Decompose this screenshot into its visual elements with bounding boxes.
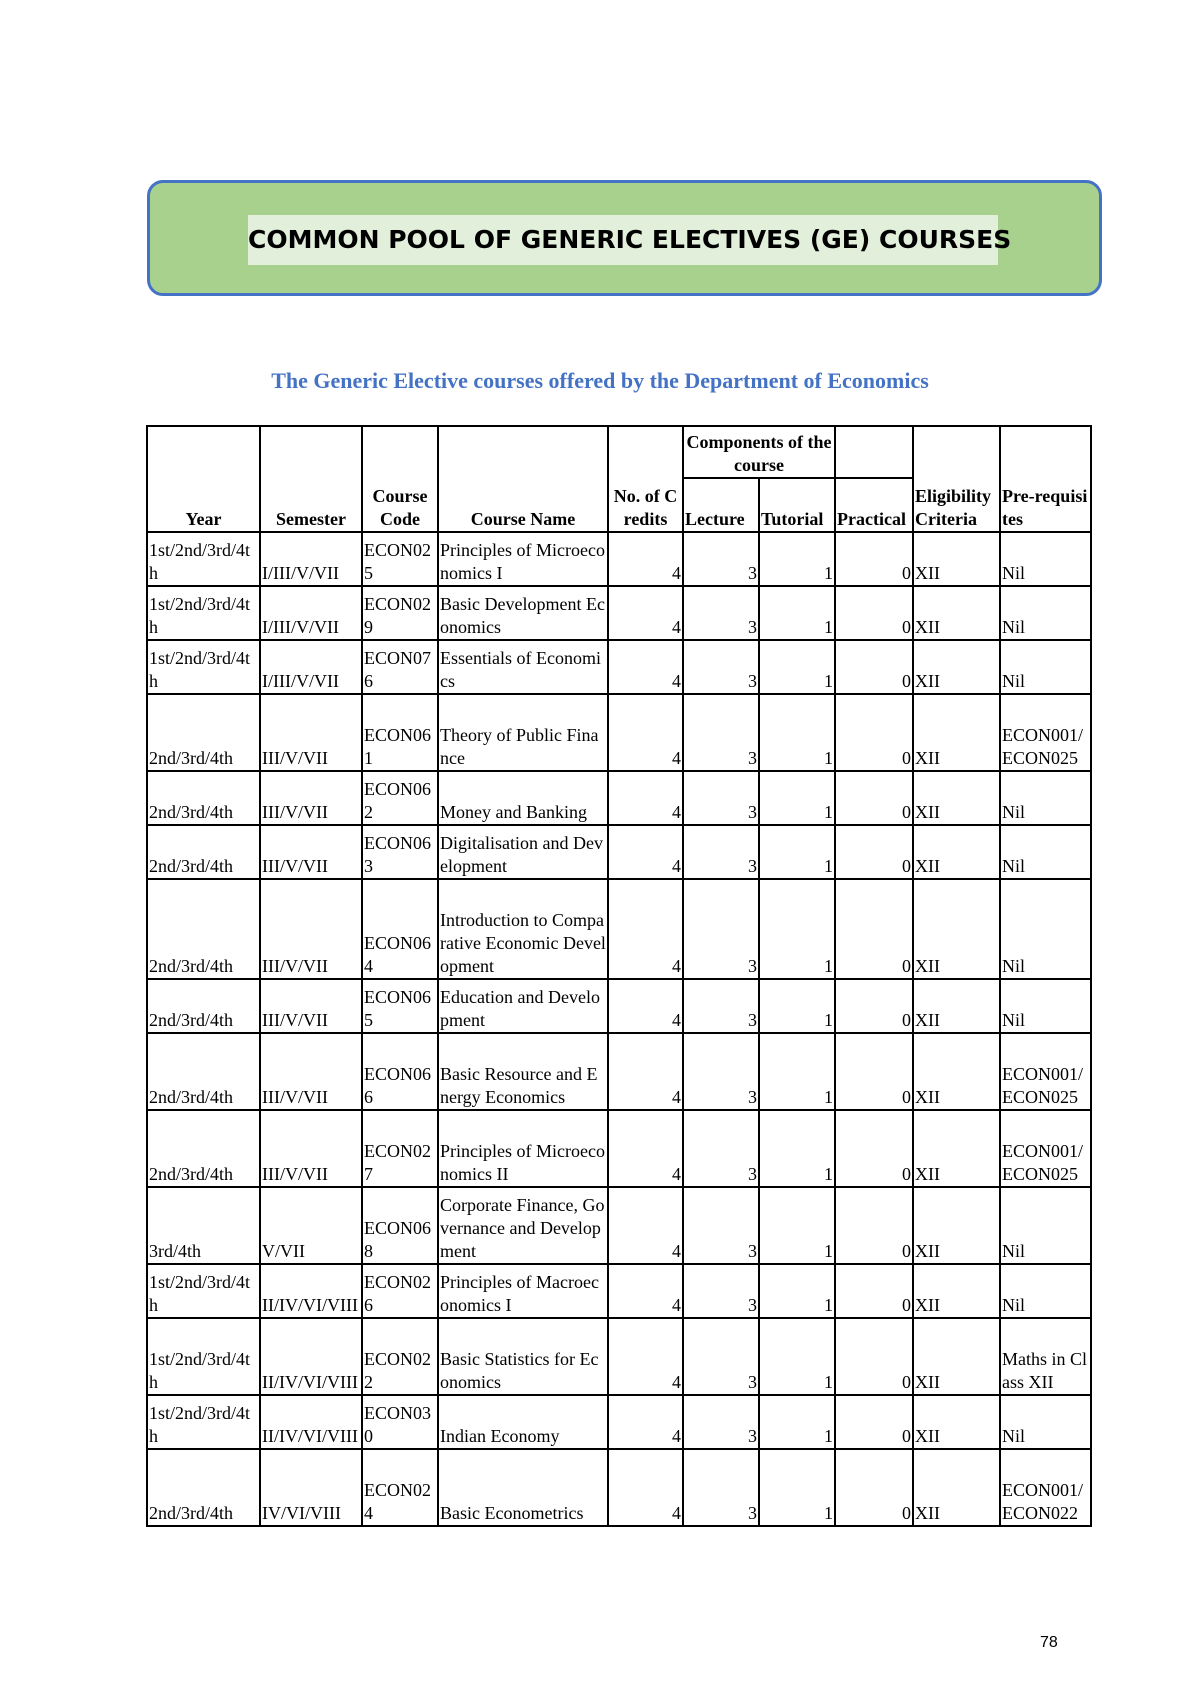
cell-tutorial: 1 (759, 532, 835, 586)
cell-eligibility: XII (913, 1033, 1000, 1110)
cell-prerequisites: Nil (1000, 1264, 1091, 1318)
cell-semester: III/V/VII (260, 1110, 362, 1187)
cell-year: 1st/2nd/3rd/4th (147, 532, 260, 586)
cell-course-code: ECON064 (362, 879, 438, 979)
cell-practical: 0 (835, 1318, 913, 1395)
cell-tutorial: 1 (759, 979, 835, 1033)
cell-tutorial: 1 (759, 586, 835, 640)
cell-course-code: ECON024 (362, 1449, 438, 1526)
cell-tutorial: 1 (759, 1110, 835, 1187)
course-rows (147, 532, 1091, 1526)
cell-eligibility: XII (913, 879, 1000, 979)
header-course-name: Course Name (438, 426, 608, 532)
cell-prerequisites: Nil (1000, 640, 1091, 694)
cell-course-name: Introduction to Comparative Economic Development (438, 879, 608, 979)
header-lecture: Lecture (683, 478, 759, 532)
cell-course-code: ECON066 (362, 1033, 438, 1110)
cell-eligibility: XII (913, 1318, 1000, 1395)
cell-course-name: Principles of Microeconomics II (438, 1110, 608, 1187)
cell-prerequisites: Nil (1000, 532, 1091, 586)
title-banner (147, 180, 1102, 296)
cell-prerequisites: Nil (1000, 1395, 1091, 1449)
cell-practical: 0 (835, 1449, 913, 1526)
cell-lecture: 3 (683, 1318, 759, 1395)
cell-eligibility: XII (913, 1449, 1000, 1526)
cell-course-code: ECON063 (362, 825, 438, 879)
cell-tutorial: 1 (759, 1264, 835, 1318)
cell-course-code: ECON022 (362, 1318, 438, 1395)
cell-tutorial: 1 (759, 771, 835, 825)
cell-lecture: 3 (683, 771, 759, 825)
cell-credits: 4 (608, 640, 683, 694)
table-row (147, 694, 1091, 771)
cell-tutorial: 1 (759, 1318, 835, 1395)
cell-course-name: Corporate Finance, Governance and Development (438, 1187, 608, 1264)
cell-eligibility: XII (913, 532, 1000, 586)
cell-course-code: ECON065 (362, 979, 438, 1033)
cell-course-name: Basic Development Economics (438, 586, 608, 640)
table-row (147, 1449, 1091, 1526)
cell-prerequisites: Maths in Class XII (1000, 1318, 1091, 1395)
header-practical: Practical (835, 478, 913, 532)
cell-tutorial: 1 (759, 1449, 835, 1526)
cell-credits: 4 (608, 586, 683, 640)
table-row (147, 1187, 1091, 1264)
cell-eligibility: XII (913, 825, 1000, 879)
header-components: Components of the course (683, 426, 835, 478)
cell-course-code: ECON068 (362, 1187, 438, 1264)
cell-prerequisites: ECON001/ECON022 (1000, 1449, 1091, 1526)
cell-semester: I/III/V/VII (260, 640, 362, 694)
table-row (147, 771, 1091, 825)
cell-year: 2nd/3rd/4th (147, 1449, 260, 1526)
cell-prerequisites: Nil (1000, 771, 1091, 825)
table-row (147, 640, 1091, 694)
cell-course-name: Education and Development (438, 979, 608, 1033)
cell-practical: 0 (835, 1033, 913, 1110)
cell-credits: 4 (608, 771, 683, 825)
cell-lecture: 3 (683, 1110, 759, 1187)
cell-tutorial: 1 (759, 825, 835, 879)
cell-credits: 4 (608, 1110, 683, 1187)
cell-course-name: Basic Resource and Energy Economics (438, 1033, 608, 1110)
cell-prerequisites: ECON001/ECON025 (1000, 694, 1091, 771)
cell-credits: 4 (608, 1449, 683, 1526)
table-row (147, 1395, 1091, 1449)
cell-credits: 4 (608, 1264, 683, 1318)
cell-course-name: Principles of Macroeconomics I (438, 1264, 608, 1318)
cell-eligibility: XII (913, 1264, 1000, 1318)
cell-practical: 0 (835, 1395, 913, 1449)
cell-semester: II/IV/VI/VIII (260, 1264, 362, 1318)
header-course-code: Course Code (362, 426, 438, 532)
page-title: COMMON POOL OF GENERIC ELECTIVES (GE) COURSES (248, 215, 998, 265)
cell-practical: 0 (835, 1110, 913, 1187)
cell-year: 1st/2nd/3rd/4th (147, 1264, 260, 1318)
cell-prerequisites: ECON001/ECON025 (1000, 1110, 1091, 1187)
cell-course-name: Digitalisation and Development (438, 825, 608, 879)
cell-lecture: 3 (683, 1264, 759, 1318)
cell-lecture: 3 (683, 1033, 759, 1110)
cell-tutorial: 1 (759, 640, 835, 694)
cell-practical: 0 (835, 532, 913, 586)
cell-lecture: 3 (683, 532, 759, 586)
cell-course-name: Basic Econometrics (438, 1449, 608, 1526)
table-row (147, 979, 1091, 1033)
cell-tutorial: 1 (759, 1033, 835, 1110)
cell-year: 1st/2nd/3rd/4th (147, 586, 260, 640)
header-credits: No. of Credits (608, 426, 683, 532)
cell-eligibility: XII (913, 640, 1000, 694)
cell-lecture: 3 (683, 879, 759, 979)
cell-lecture: 3 (683, 979, 759, 1033)
cell-practical: 0 (835, 586, 913, 640)
cell-practical: 0 (835, 694, 913, 771)
cell-course-name: Principles of Microeconomics I (438, 532, 608, 586)
header-year: Year (147, 426, 260, 532)
cell-year: 2nd/3rd/4th (147, 879, 260, 979)
cell-credits: 4 (608, 1033, 683, 1110)
cell-eligibility: XII (913, 979, 1000, 1033)
table-row (147, 532, 1091, 586)
cell-year: 2nd/3rd/4th (147, 1033, 260, 1110)
table-row (147, 586, 1091, 640)
cell-credits: 4 (608, 694, 683, 771)
cell-prerequisites: ECON001/ECON025 (1000, 1033, 1091, 1110)
cell-course-code: ECON029 (362, 586, 438, 640)
cell-lecture: 3 (683, 1187, 759, 1264)
cell-lecture: 3 (683, 825, 759, 879)
cell-year: 2nd/3rd/4th (147, 1110, 260, 1187)
cell-eligibility: XII (913, 1395, 1000, 1449)
table-row (147, 825, 1091, 879)
cell-course-name: Money and Banking (438, 771, 608, 825)
cell-practical: 0 (835, 979, 913, 1033)
table-row (147, 879, 1091, 979)
cell-credits: 4 (608, 825, 683, 879)
cell-prerequisites: Nil (1000, 879, 1091, 979)
table-row (147, 1264, 1091, 1318)
cell-eligibility: XII (913, 694, 1000, 771)
cell-credits: 4 (608, 879, 683, 979)
cell-prerequisites: Nil (1000, 1187, 1091, 1264)
cell-course-code: ECON025 (362, 532, 438, 586)
cell-semester: II/IV/VI/VIII (260, 1318, 362, 1395)
cell-lecture: 3 (683, 640, 759, 694)
cell-year: 2nd/3rd/4th (147, 979, 260, 1033)
cell-credits: 4 (608, 979, 683, 1033)
cell-course-code: ECON062 (362, 771, 438, 825)
cell-course-code: ECON030 (362, 1395, 438, 1449)
cell-eligibility: XII (913, 1110, 1000, 1187)
cell-year: 1st/2nd/3rd/4th (147, 640, 260, 694)
cell-year: 2nd/3rd/4th (147, 771, 260, 825)
cell-semester: III/V/VII (260, 771, 362, 825)
cell-practical: 0 (835, 640, 913, 694)
header-eligibility: Eligibility Criteria (913, 426, 1000, 532)
cell-course-code: ECON026 (362, 1264, 438, 1318)
cell-course-code: ECON076 (362, 640, 438, 694)
cell-year: 2nd/3rd/4th (147, 825, 260, 879)
header-blank (835, 426, 913, 478)
cell-practical: 0 (835, 1187, 913, 1264)
page-number: 78 (1040, 1634, 1058, 1651)
cell-course-name: Indian Economy (438, 1395, 608, 1449)
cell-course-name: Essentials of Economics (438, 640, 608, 694)
cell-semester: III/V/VII (260, 825, 362, 879)
cell-semester: III/V/VII (260, 694, 362, 771)
cell-lecture: 3 (683, 586, 759, 640)
header-tutorial: Tutorial (759, 478, 835, 532)
cell-eligibility: XII (913, 771, 1000, 825)
cell-year: 1st/2nd/3rd/4th (147, 1395, 260, 1449)
cell-lecture: 3 (683, 1449, 759, 1526)
cell-practical: 0 (835, 1264, 913, 1318)
cell-course-code: ECON061 (362, 694, 438, 771)
cell-tutorial: 1 (759, 694, 835, 771)
cell-prerequisites: Nil (1000, 979, 1091, 1033)
cell-credits: 4 (608, 1318, 683, 1395)
cell-practical: 0 (835, 825, 913, 879)
cell-year: 2nd/3rd/4th (147, 694, 260, 771)
cell-year: 3rd/4th (147, 1187, 260, 1264)
cell-year: 1st/2nd/3rd/4th (147, 1318, 260, 1395)
cell-practical: 0 (835, 771, 913, 825)
table-row (147, 1318, 1091, 1395)
cell-prerequisites: Nil (1000, 825, 1091, 879)
cell-eligibility: XII (913, 586, 1000, 640)
cell-semester: I/III/V/VII (260, 586, 362, 640)
cell-semester: I/III/V/VII (260, 532, 362, 586)
cell-tutorial: 1 (759, 879, 835, 979)
cell-course-name: Theory of Public Finance (438, 694, 608, 771)
table-caption: The Generic Elective courses offered by the Department of Economics (271, 368, 929, 393)
cell-semester: III/V/VII (260, 1033, 362, 1110)
courses-table (146, 425, 1092, 1527)
cell-credits: 4 (608, 1395, 683, 1449)
cell-eligibility: XII (913, 1187, 1000, 1264)
cell-lecture: 3 (683, 694, 759, 771)
header-prerequisites: Pre-requisites (1000, 426, 1091, 532)
cell-tutorial: 1 (759, 1187, 835, 1264)
cell-course-name: Basic Statistics for Economics (438, 1318, 608, 1395)
cell-semester: III/V/VII (260, 879, 362, 979)
cell-semester: III/V/VII (260, 979, 362, 1033)
header-semester: Semester (260, 426, 362, 532)
cell-credits: 4 (608, 1187, 683, 1264)
cell-semester: IV/VI/VIII (260, 1449, 362, 1526)
cell-practical: 0 (835, 879, 913, 979)
cell-credits: 4 (608, 532, 683, 586)
cell-lecture: 3 (683, 1395, 759, 1449)
cell-course-code: ECON027 (362, 1110, 438, 1187)
cell-semester: V/VII (260, 1187, 362, 1264)
cell-tutorial: 1 (759, 1395, 835, 1449)
cell-semester: II/IV/VI/VIII (260, 1395, 362, 1449)
cell-prerequisites: Nil (1000, 586, 1091, 640)
table-row (147, 1033, 1091, 1110)
table-row (147, 1110, 1091, 1187)
